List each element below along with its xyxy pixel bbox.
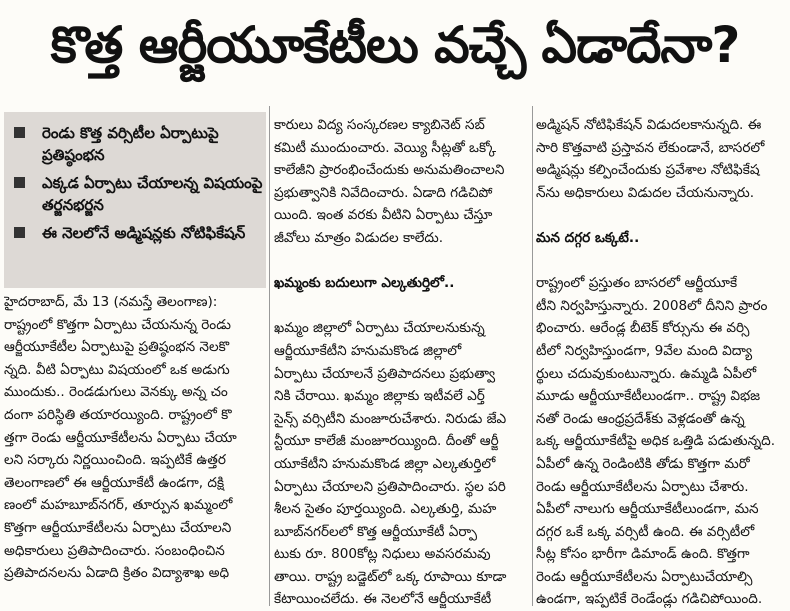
body-line: రెండు ఆర్జీయూకేటీలను ఏర్పాటుచేయాల్సి xyxy=(536,568,753,585)
summary-point: ఈ నెలలోనే అడ్మిషన్లకు నోటిఫికేషన్ xyxy=(4,222,266,244)
body-line: బూబ్‌నగర్‌లలో కొత్త ఆర్జీయూకేటీ ఏర్పా xyxy=(274,523,477,540)
body-line: టీలో నిర్వహిస్తుండగా, 9వేల మంది విద్యా xyxy=(536,342,753,359)
body-line: త్తగా రెండు ఆర్జీయూకేటీలను ఏర్పాటు చేయా xyxy=(4,429,237,446)
body-line: కొత్తగా ఆర్జీయూకేటీలను ఏర్పాటు చేయాలని xyxy=(4,519,232,536)
body-line: ఆర్జీయూకేటీల ఏర్పాటుపై ప్రతిష్ఠంభన నెలకొ xyxy=(4,339,230,356)
body-line: ర్థులు చదువుకుంటున్నారు. ఉమ్మడి ఏపీలో xyxy=(536,365,757,382)
body-line: ఏపీలో ఉన్న రెండింటికి తోడు కొత్తగా మరో xyxy=(536,455,750,472)
body-line: లని సర్కారు నిర్ణయించింది. ఇప్పటికే ఉత్తర xyxy=(4,452,226,469)
body-line: హైదరాబాద్, మే 13 (నమస్తే తెలంగాణ): xyxy=(4,294,218,310)
article-column-3 xyxy=(536,103,788,611)
body-line: యింది. ఇంత వరకు వీటిని ఏర్పాటు చేస్తూ xyxy=(274,207,493,224)
body-line: ఏపీలో నాలుగు ఆర్జీయూకేటీలుండగా, మన xyxy=(536,501,759,518)
body-line: కారులు విద్య సంస్కరణల క్యాబినెట్ సబ్ xyxy=(274,117,485,133)
body-line: ప్రభుత్వానికి నివేదించారు. ఏడాది గడిచిపో xyxy=(274,184,493,201)
article-column-1 xyxy=(4,103,266,585)
body-line: న్‌ను అధికారులు విడుదల చేయనున్నారు. xyxy=(536,184,755,201)
body-line: ఏర్పాటు చేయాలనే ప్రతిపాదనలు ప్రభుత్వా xyxy=(274,365,496,382)
column-rule xyxy=(532,106,533,606)
body-line: జీవోలు మాత్రం విడుదల కాలేదు. xyxy=(274,229,444,246)
body-line: అధికారులు ప్రతిపాదించారు. సంబంధించిన xyxy=(4,542,225,559)
body-line: సైన్స్ వర్సిటీని మంజూరుచేశారు. నిరుడు జేఎ xyxy=(274,410,507,427)
body-line: ప్రతిపాదనలను ఏడాది క్రితం విద్యాశాఖ అధి xyxy=(4,565,230,582)
body-line: యూకేటీని హనుమకొండ జిల్లా ఎల్కతుర్తిలో xyxy=(274,455,496,472)
body-line: న్నది. వీటి ఏర్పాటు విషయంలో ఒక అడుగు xyxy=(4,361,230,378)
summary-point: ఎక్కడ ఏర్పాటు చేయాలన్న విషయంపై తర్జనభర్జన xyxy=(4,172,266,216)
body-line: ణంలో మహబూబ్‌నగర్, తూర్పున ఖమ్మంలో xyxy=(4,497,233,514)
body-line: సీట్ల కోసం భారీగా డిమాండ్ ఉంది. కొత్తగా xyxy=(536,546,750,563)
body-line: రెండు ఆర్జీయూకేటీలను ఏర్పాటు చేశారు. xyxy=(536,478,749,495)
body-line: దంగా పరిస్థితి తయారయ్యింది. రాష్ట్రంలో కొ xyxy=(4,406,232,423)
body-line: టుకు రూ. 800కోట్ల నిధులు అవసరమవు xyxy=(274,546,491,563)
body-line: ఉండగా, ఇప్పటికే రెండేండ్లు గడిచిపోయింది. xyxy=(536,591,763,608)
article-column-2 xyxy=(274,103,529,611)
body-line: తెలంగాణలో ఈ ఆర్జీయూకేటీ ఉండగా, దక్షి xyxy=(4,474,225,491)
body-line xyxy=(274,295,529,318)
body-line: భించారు. ఆరేండ్ల బీటెక్ కోర్సును ఈ వర్సి xyxy=(536,320,750,337)
body-line: ఖమ్మం జిల్లాలో ఏర్పాటు చేయాలనుకున్న xyxy=(274,320,485,337)
body-line: సారి కొత్తవాటి ప్రస్తావన లేకుండానే, బాసరలో xyxy=(536,139,765,156)
body-line: తాయి. రాష్ట్ర బడ్జెట్‌లో ఒక్క రూపాయి కూడా xyxy=(274,568,507,585)
body-line: శీలన సైతం పూర్తయ్యింది. ఎల్కతుర్తి, మహ xyxy=(274,501,497,518)
body-line: ఒక్క ఆర్జీయూకేటీపై అధిక ఒత్తిడి పడుతున్నది. xyxy=(536,433,776,450)
body-line: టీని నిర్వహిస్తున్నారు. 2008లో దీనిని ప్రారం xyxy=(536,297,768,314)
body-line: ఆర్జీయూకేటీని హనుమకొండ జిల్లాలో xyxy=(274,342,462,359)
body-line: దగ్గర ఒకే ఒక్క వర్సిటీ ఉంది. ఈ వర్సిటీలో xyxy=(536,523,755,540)
body-line xyxy=(536,250,788,273)
body-line: అడ్మిషన్ నోటిఫికేషన్ విడుదలకానున్నది. ఈ xyxy=(536,117,762,133)
summary-point: రెండు కొత్త వర్సిటీల ఏర్పాటుపై ప్రతిష్ఠంభన xyxy=(4,122,266,166)
body-line: రాష్ట్రంలో కొత్తగా ఏర్పాటు చేయనున్న రెండు xyxy=(4,316,231,333)
section-subheading: ఖమ్మంకు బదులుగా ఎల్కతుర్తిలో.. xyxy=(274,275,455,292)
body-line xyxy=(536,204,788,227)
section-subheading: మన దగ్గర ఒక్కటే.. xyxy=(536,229,640,246)
body-line: ముందుకు.. రెండడుగులు వెనక్కు అన్న చం xyxy=(4,384,228,401)
body-line: నికి చేరాయి. ఖమ్మం జిల్లాకు ఇటీవలే ఎర్త్ xyxy=(274,388,485,405)
column-rule xyxy=(269,106,270,606)
body-line: మూడు ఆర్జీయూకేటీలుండగా.. రాష్ట్ర విభజ xyxy=(536,388,761,405)
headline: కొత్త ఆర్జీయూకేటీలు వచ్చే ఏడాదేనా? xyxy=(50,16,740,74)
body-line: కమిటీ ముందుంచారు. వెయ్యి సీట్లతో ఒక్కో xyxy=(274,139,497,156)
body-line: ఏర్పాటు చేయాలని ప్రతిపాదించారు. స్థల పరి xyxy=(274,478,506,495)
body-line: రాష్ట్రంలో ప్రస్తుతం బాసరలో ఆర్జీయూకే xyxy=(536,275,738,292)
body-line: కాలేజీని ప్రారంభించేందుకు అనుమతించాలని xyxy=(274,162,505,179)
body-line: కేటాయించలేదు. ఈ నెలలోనే ఆర్జీయూకేటీ xyxy=(274,591,492,608)
body-line: నతో రెండు ఆంధ్రప్రదేశ్‌కు వెళ్లడంతో ఉన్న xyxy=(536,410,745,427)
body-line: న్టీయూ కాలేజీ మంజూరయ్యింది. దీంతో ఆర్జీ xyxy=(274,433,499,450)
body-line xyxy=(274,250,529,273)
body-line: అడ్మిషన్లు కల్పించేందుకు ప్రవేశాల నోటిఫికేష xyxy=(536,162,760,179)
